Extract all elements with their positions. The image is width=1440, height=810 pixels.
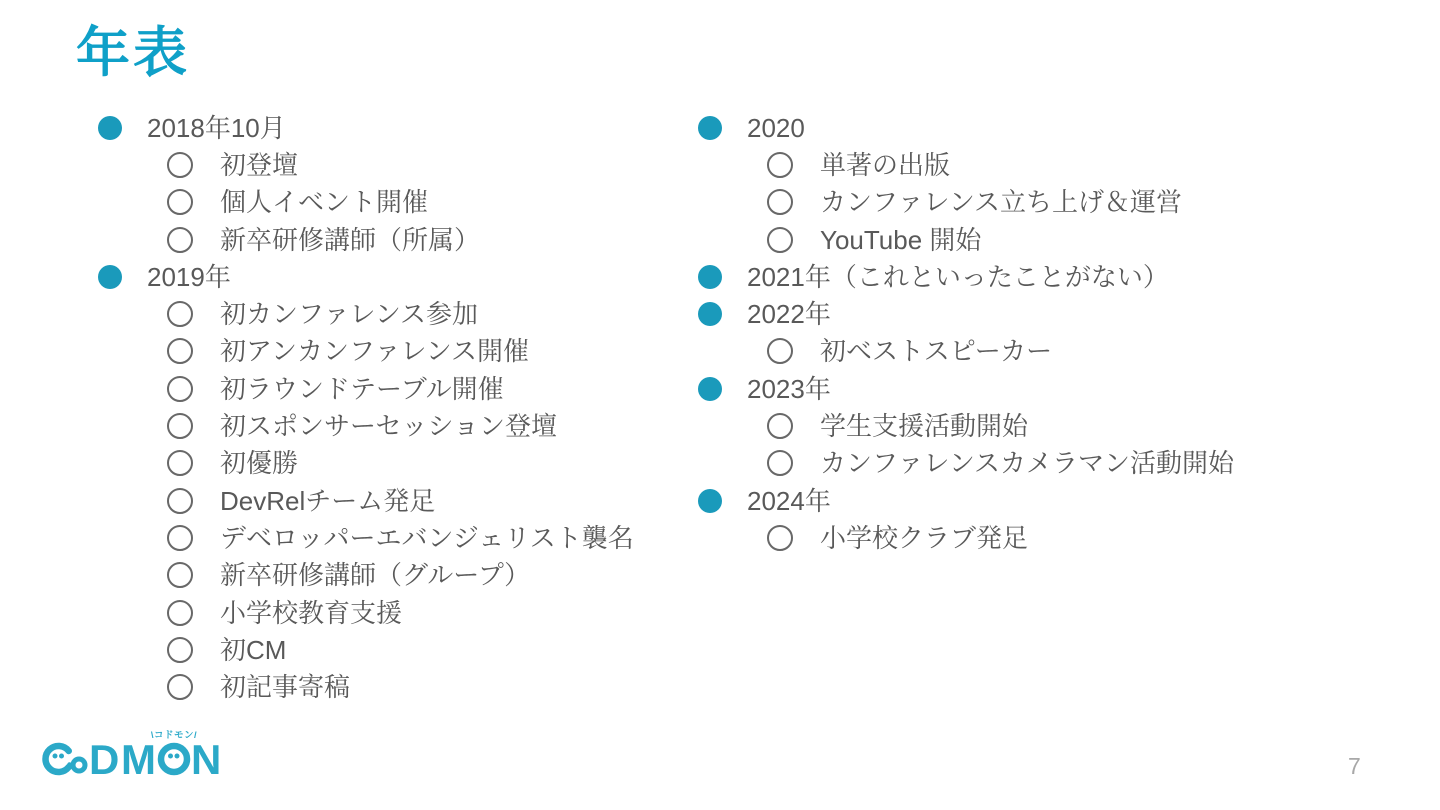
item-label: 初カンファレンス参加: [220, 299, 479, 330]
item-label: 新卒研修講師（グループ）: [220, 560, 531, 591]
timeline-item-row: [98, 594, 678, 631]
hollow-bullet-icon: [167, 525, 193, 551]
hollow-bullet-icon: [767, 450, 793, 476]
year-label: 2023年: [747, 373, 831, 404]
timeline-item-row: [698, 146, 1398, 183]
timeline-item-row: [98, 295, 678, 332]
codmon-logo-graphic: [42, 728, 226, 794]
logo-letter-o-small-shape: [73, 759, 85, 771]
item-label: 初CM: [220, 634, 287, 665]
timeline-year-row: [698, 109, 1398, 146]
timeline-year-row: [698, 258, 1398, 295]
item-label: 新卒研修講師（所属）: [220, 224, 481, 255]
hollow-bullet-icon: [167, 637, 193, 663]
logo-c-left-eye-icon: [53, 754, 58, 759]
logo-o-right-eye-icon: [175, 754, 180, 759]
timeline-item-row: [698, 407, 1398, 444]
item-label: 初登壇: [220, 149, 299, 180]
hollow-bullet-icon: [167, 152, 193, 178]
item-label: カンファレンス立ち上げ＆運営: [820, 187, 1183, 218]
filled-bullet-icon: [698, 116, 722, 140]
item-label: 小学校教育支援: [220, 597, 403, 628]
timeline-item-row: [98, 221, 678, 258]
filled-bullet-icon: [98, 265, 122, 289]
item-label: 初ベストスピーカー: [820, 336, 1053, 367]
page-title: 年表: [76, 23, 190, 83]
logo-katakana-callout: \コドモン/: [150, 730, 198, 741]
hollow-bullet-icon: [167, 189, 193, 215]
timeline-year-row: [698, 482, 1398, 519]
year-label: 2019年: [147, 261, 231, 292]
filled-bullet-icon: [698, 265, 722, 289]
item-label: 初アンカンファレンス開催: [220, 336, 530, 367]
filled-bullet-icon: [698, 377, 722, 401]
filled-bullet-icon: [98, 116, 122, 140]
timeline-item-row: [98, 668, 678, 705]
timeline-item-row: [98, 333, 678, 370]
hollow-bullet-icon: [167, 600, 193, 626]
hollow-bullet-icon: [167, 562, 193, 588]
timeline-item-row: [98, 482, 678, 519]
timeline-item-row: [98, 557, 678, 594]
hollow-bullet-icon: [167, 376, 193, 402]
hollow-bullet-icon: [167, 450, 193, 476]
timeline-item-row: [98, 631, 678, 668]
hollow-bullet-icon: [167, 227, 193, 253]
hollow-bullet-icon: [167, 674, 193, 700]
hollow-bullet-icon: [167, 488, 193, 514]
filled-bullet-icon: [698, 302, 722, 326]
timeline-item-row: [98, 146, 678, 183]
filled-bullet-icon: [698, 489, 722, 513]
logo-letter-d: D: [89, 736, 120, 783]
item-label: 初ラウンドテーブル開催: [220, 373, 504, 404]
item-label: 小学校クラブ発足: [820, 522, 1029, 553]
timeline-item-row: [698, 519, 1398, 556]
year-label: 2018年10月: [147, 112, 286, 143]
timeline-item-row: [98, 370, 678, 407]
hollow-bullet-icon: [167, 338, 193, 364]
timeline-item-row: [98, 519, 678, 556]
timeline-year-row: [698, 370, 1398, 407]
item-label: 単著の出版: [820, 149, 951, 180]
timeline-column-left: [98, 109, 678, 706]
year-label: 2024年: [747, 485, 831, 516]
item-label: デベロッパーエバンジェリスト襲名: [220, 522, 634, 553]
timeline-item-row: [98, 445, 678, 482]
timeline-item-row: [698, 333, 1398, 370]
hollow-bullet-icon: [767, 189, 793, 215]
codmon-logo: [42, 728, 226, 794]
timeline-item-row: [698, 221, 1398, 258]
item-label: 初優勝: [220, 448, 299, 479]
logo-o-left-eye-icon: [168, 754, 173, 759]
logo-letter-n: N: [191, 736, 222, 783]
timeline-year-row: [98, 109, 678, 146]
logo-letter-o-shape: [161, 746, 187, 772]
timeline-item-row: [98, 407, 678, 444]
timeline-year-row: [698, 295, 1398, 332]
hollow-bullet-icon: [767, 525, 793, 551]
item-label: DevRelチーム発足: [220, 485, 436, 516]
hollow-bullet-icon: [167, 413, 193, 439]
item-label: 個人イベント開催: [220, 187, 429, 218]
timeline-column-right: [698, 109, 1398, 557]
hollow-bullet-icon: [767, 338, 793, 364]
hollow-bullet-icon: [767, 152, 793, 178]
hollow-bullet-icon: [167, 301, 193, 327]
timeline-item-row: [98, 184, 678, 221]
timeline-item-row: [698, 184, 1398, 221]
year-label: 2021年（これといったことがない）: [747, 261, 1169, 292]
logo-c-right-eye-icon: [59, 754, 64, 759]
hollow-bullet-icon: [767, 413, 793, 439]
year-label: 2022年: [747, 299, 831, 330]
timeline-item-row: [698, 445, 1398, 482]
item-label: 学生支援活動開始: [820, 411, 1029, 442]
hollow-bullet-icon: [767, 227, 793, 253]
item-label: 初スポンサーセッション登壇: [220, 411, 557, 442]
item-label: 初記事寄稿: [220, 672, 351, 703]
item-label: YouTube 開始: [820, 224, 982, 255]
timeline-year-row: [98, 258, 678, 295]
item-label: カンファレンスカメラマン活動開始: [820, 448, 1235, 479]
year-label: 2020: [747, 112, 805, 143]
logo-letter-c-shape: [46, 746, 69, 772]
logo-letter-m: M: [121, 736, 156, 783]
page-number: 7: [1348, 753, 1361, 779]
